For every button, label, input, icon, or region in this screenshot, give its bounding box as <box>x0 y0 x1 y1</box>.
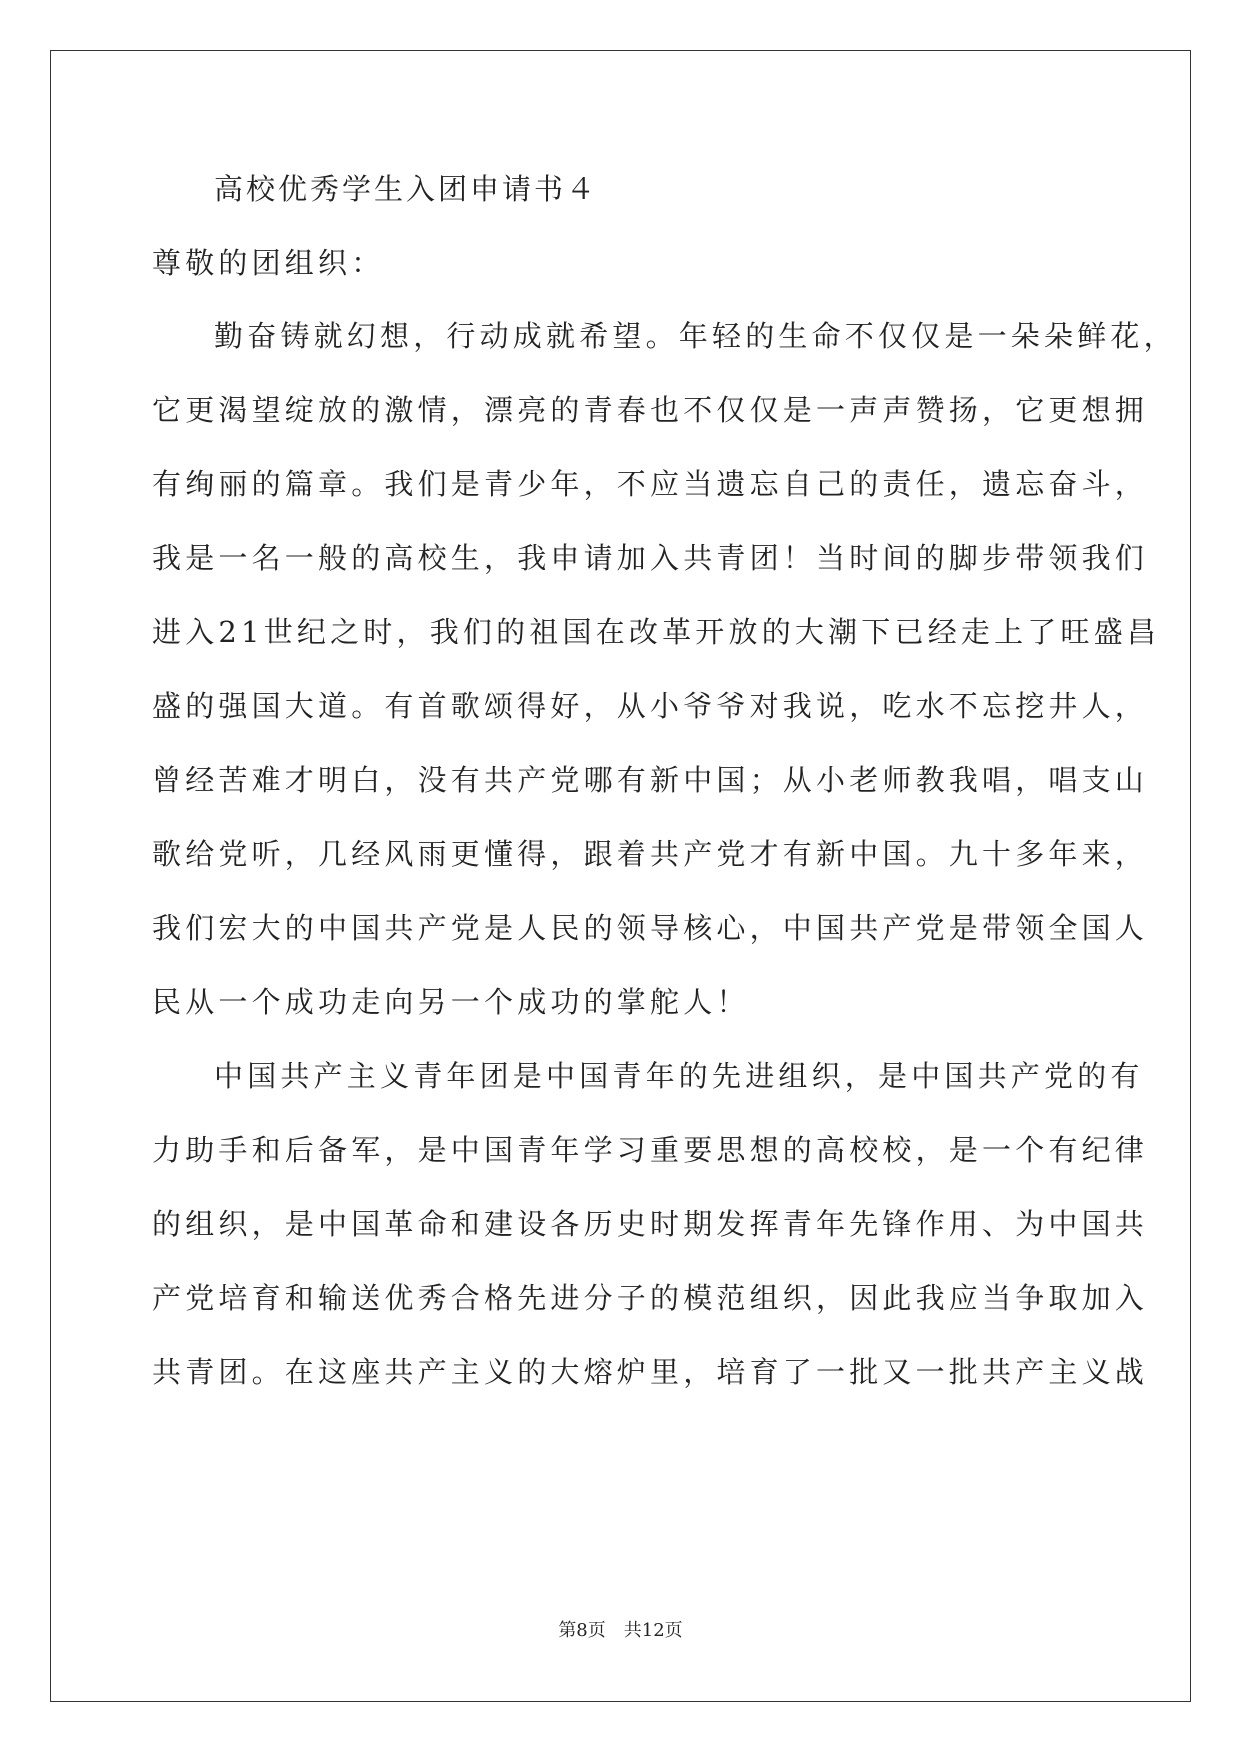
paragraph-line: 力助手和后备军，是中国青年学习重要思想的高校校，是一个有纪律 <box>152 1133 1149 1167</box>
paragraph-line: 有绚丽的篇章。我们是青少年，不应当遗忘自己的责任，遗忘奋斗， <box>152 467 1149 501</box>
paragraph-line: 歌给党听，几经风雨更懂得，跟着共产党才有新中国。九十多年来， <box>152 837 1149 871</box>
paragraph-line: 的组织，是中国革命和建设各历史时期发挥青年先锋作用、为中国共 <box>152 1207 1149 1241</box>
paragraph-line: 产党培育和输送优秀合格先进分子的模范组织，因此我应当争取加入 <box>152 1281 1149 1315</box>
paragraph-line: 中国共产主义青年团是中国青年的先进组织，是中国共产党的有 <box>214 1059 1144 1093</box>
paragraph-line: 它更渴望绽放的激情，漂亮的青春也不仅仅是一声声赞扬，它更想拥 <box>152 393 1149 427</box>
page-border <box>50 50 1191 1702</box>
paragraph-line: 进入21世纪之时，我们的祖国在改革开放的大潮下已经走上了旺盛昌 <box>152 615 1161 649</box>
paragraph-line: 我是一名一般的高校生，我申请加入共青团！当时间的脚步带领我们 <box>152 541 1149 575</box>
salutation: 尊敬的团组织： <box>152 246 385 280</box>
paragraph-line: 勤奋铸就幻想，行动成就希望。年轻的生命不仅仅是一朵朵鲜花， <box>214 319 1177 353</box>
paragraph-line: 曾经苦难才明白，没有共产党哪有新中国；从小老师教我唱，唱支山 <box>152 763 1149 797</box>
document-title: 高校优秀学生入团申请书４ <box>214 172 599 206</box>
page-number-footer: 第8页 共12页 <box>558 1620 683 1641</box>
paragraph-line: 我们宏大的中国共产党是人民的领导核心，中国共产党是带领全国人 <box>152 911 1149 945</box>
paragraph-line: 共青团。在这座共产主义的大熔炉里，培育了一批又一批共产主义战 <box>152 1355 1149 1389</box>
paragraph-line: 盛的强国大道。有首歌颂得好，从小爷爷对我说，吃水不忘挖井人， <box>152 689 1149 723</box>
paragraph-line: 民从一个成功走向另一个成功的掌舵人！ <box>152 985 750 1019</box>
